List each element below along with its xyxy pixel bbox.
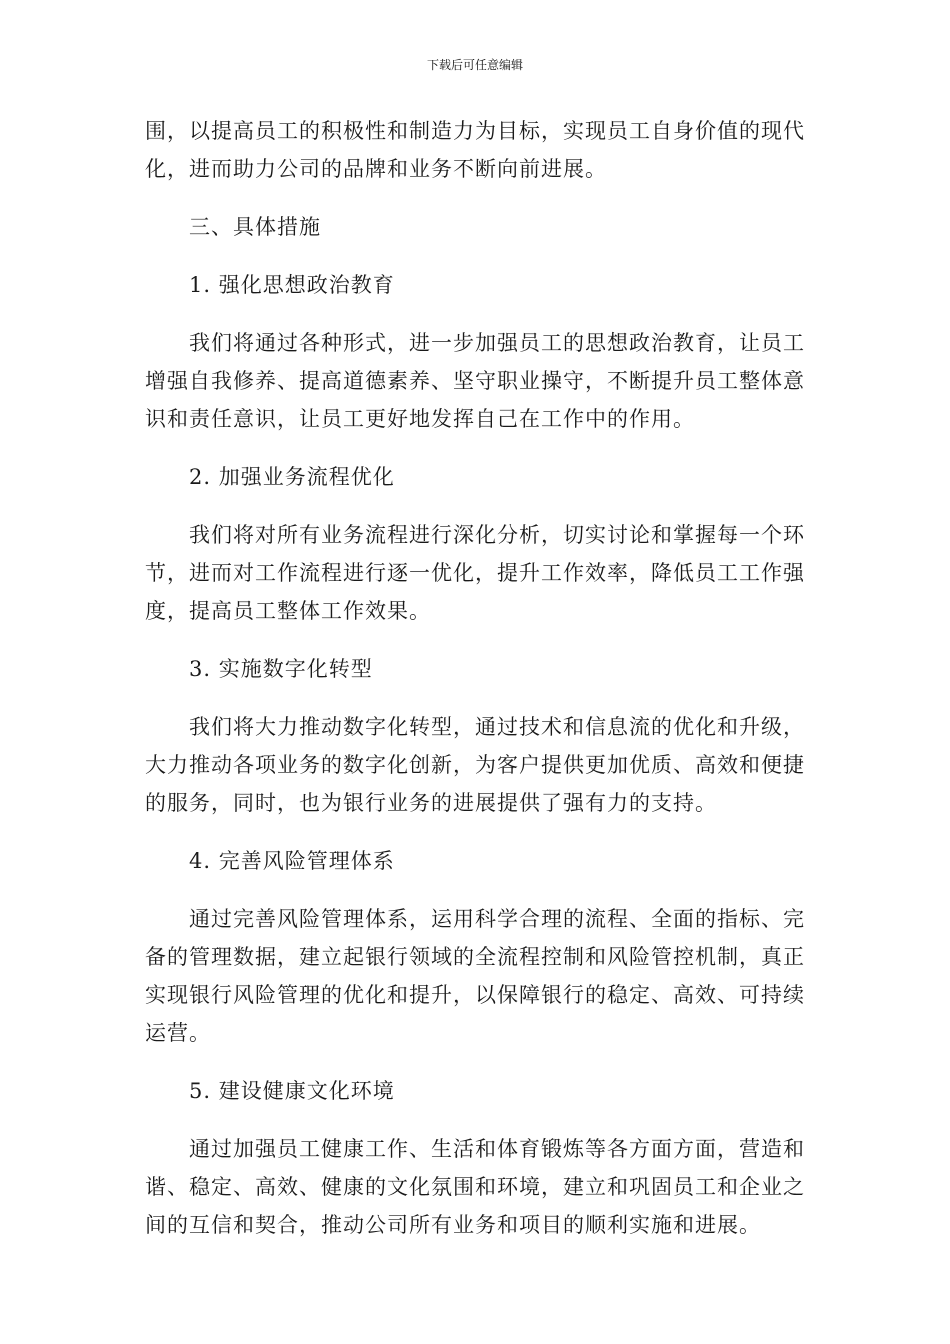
document-body (145, 112, 805, 1244)
paragraph-3: 我们将大力推动数字化转型，通过技术和信息流的优化和升级，大力推动各项业务的数字化创新，为客户提供更加优质、高效和便捷的服务，同时，也为银行业务的进展提供了强有力的支持。 (145, 715, 805, 815)
subsection-heading-4: 4. 完善风险管理体系 (189, 849, 395, 873)
paragraph-1: 我们将通过各种形式，进一步加强员工的思想政治教育，让员工增强自我修养、提高道德素养、坚守职业操守，不断提升员工整体意识和责任意识，让员工更好地发挥自己在工作中的作用。 (145, 331, 805, 431)
paragraph-intro-continued: 围，以提高员工的积极性和制造力为目标，实现员工自身价值的现代化，进而助力公司的品牌和业务不断向前进展。 (145, 119, 805, 181)
page-header: 下载后可任意编辑 (426, 58, 523, 72)
subsection-heading-2: 2. 加强业务流程优化 (189, 465, 395, 489)
paragraph-4: 通过完善风险管理体系，运用科学合理的流程、全面的指标、完备的管理数据，建立起银行领域的全流程控制和风险管控机制，真正实现银行风险管理的优化和提升，以保障银行的稳定、高效、可持续运营。 (145, 907, 805, 1045)
subsection-heading-5: 5. 建设健康文化环境 (189, 1079, 395, 1103)
paragraph-2: 我们将对所有业务流程进行深化分析，切实讨论和掌握每一个环节，进而对工作流程进行逐一优化，提升工作效率，降低员工工作强度，提高员工整体工作效果。 (145, 523, 805, 623)
section-heading: 三、具体措施 (189, 215, 321, 239)
subsection-heading-1: 1. 强化思想政治教育 (189, 273, 395, 297)
paragraph-5: 通过加强员工健康工作、生活和体育锻炼等各方面方面，营造和谐、稳定、高效、健康的文化氛围和环境，建立和巩固员工和企业之间的互信和契合，推动公司所有业务和项目的顺利实施和进展。 (145, 1137, 805, 1237)
subsection-heading-3: 3. 实施数字化转型 (189, 657, 373, 681)
